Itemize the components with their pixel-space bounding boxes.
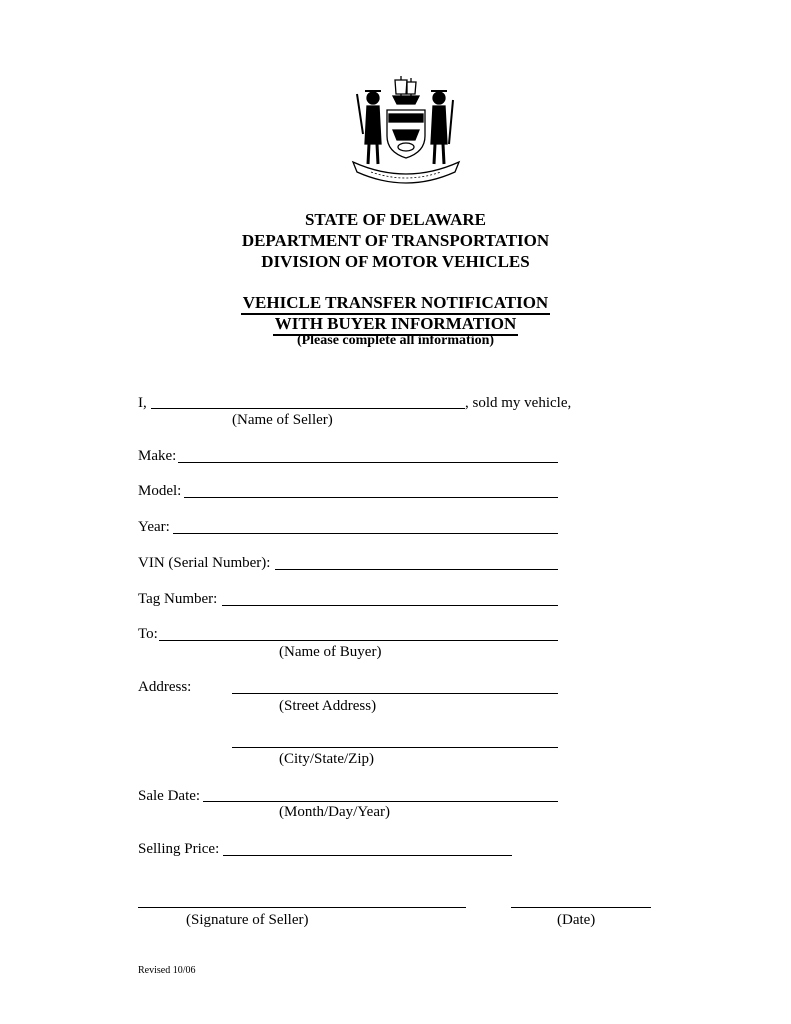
model-label: Model: xyxy=(138,483,182,499)
form-title-line2: WITH BUYER INFORMATION xyxy=(0,313,791,336)
address-label: Address: xyxy=(138,679,192,695)
sale-date-label: Sale Date: xyxy=(138,788,201,804)
seller-prefix: I, xyxy=(138,395,147,411)
tag-number-label: Tag Number: xyxy=(138,591,218,607)
revision-note: Revised 10/06 xyxy=(138,965,196,976)
selling-price-label: Selling Price: xyxy=(138,841,220,857)
seller-suffix: , sold my vehicle, xyxy=(465,395,572,411)
signature-date-field[interactable] xyxy=(511,907,651,908)
buyer-label: To: xyxy=(138,626,158,642)
sale-date-field[interactable] xyxy=(203,801,558,802)
selling-price-field[interactable] xyxy=(223,855,512,856)
make-field[interactable] xyxy=(178,462,558,463)
state-seal-icon xyxy=(349,74,463,186)
model-field[interactable] xyxy=(184,497,558,498)
street-caption: (Street Address) xyxy=(279,698,377,714)
tag-number-field[interactable] xyxy=(222,605,558,606)
city-caption: (City/State/Zip) xyxy=(279,751,374,767)
buyer-name-field[interactable] xyxy=(159,640,558,641)
seller-signature-field[interactable] xyxy=(138,907,466,908)
city-state-zip-field[interactable] xyxy=(232,747,558,748)
vin-field[interactable] xyxy=(275,569,558,570)
year-field[interactable] xyxy=(173,533,558,534)
sale-date-caption: (Month/Day/Year) xyxy=(279,804,390,820)
make-label: Make: xyxy=(138,448,177,464)
header-department: DEPARTMENT OF TRANSPORTATION xyxy=(241,231,550,250)
seller-caption: (Name of Seller) xyxy=(232,412,333,428)
vin-label: VIN (Serial Number): xyxy=(138,555,271,571)
buyer-caption: (Name of Buyer) xyxy=(279,644,382,660)
year-label: Year: xyxy=(138,519,170,535)
signature-caption: (Signature of Seller) xyxy=(186,912,309,928)
seller-name-field[interactable] xyxy=(151,408,465,409)
instructions: (Please complete all information) xyxy=(296,333,495,348)
date-caption: (Date) xyxy=(557,912,596,928)
header-state: STATE OF DELAWARE xyxy=(304,210,487,229)
street-address-field[interactable] xyxy=(232,693,558,694)
header-division: DIVISION OF MOTOR VEHICLES xyxy=(261,252,530,271)
form-title-line1: VEHICLE TRANSFER NOTIFICATION xyxy=(0,292,791,315)
